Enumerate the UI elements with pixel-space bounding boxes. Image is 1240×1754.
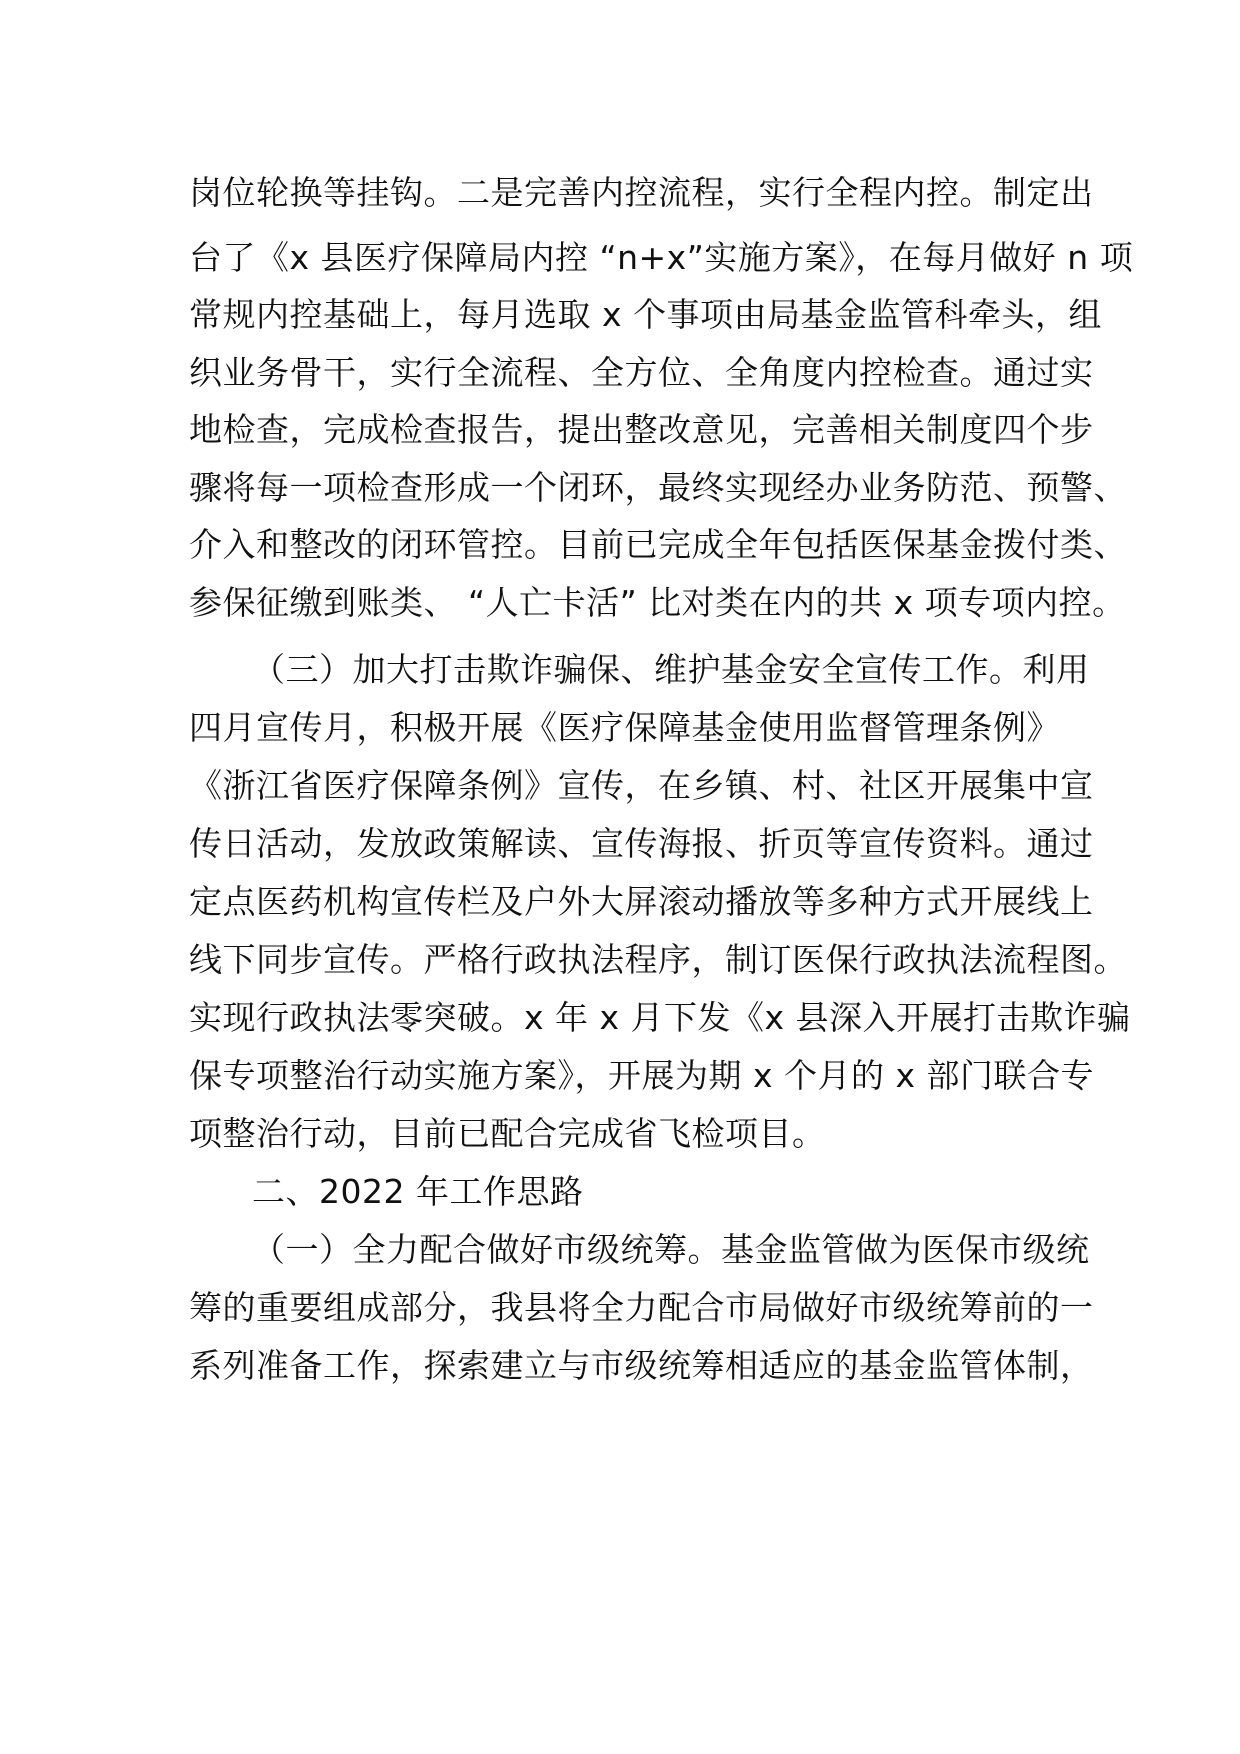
text-line: 岗位轮换等挂钩。二是完善内控流程，实行全程内控。制定出 (189, 173, 1094, 212)
text-line: 骤将每一项检查形成一个闭环，最终实现经办业务防范、预警、 (189, 468, 1127, 507)
text-line: 地检查，完成检查报告，提出整改意见，完善相关制度四个步 (189, 410, 1094, 449)
text-line: 参保征缴到账类、 “人亡卡活” 比对类在内的共 x 项专项内控。 (189, 583, 1126, 622)
text-line: 《浙江省医疗保障条例》宣传，在乡镇、村、社区开展集中宣 (189, 766, 1094, 805)
text-line: 筹的重要组成部分，我县将全力配合市局做好市级统筹前的一 (189, 1288, 1094, 1327)
section-heading-line: （三）加大打击欺诈骗保、维护基金安全宣传工作。利用 (252, 650, 1090, 689)
text-line: 系列准备工作，探索建立与市级统筹相适应的基金监管体制， (189, 1346, 1094, 1385)
text-line: 织业务骨干，实行全流程、全方位、全角度内控检查。通过实 (189, 353, 1094, 392)
text-line: 实现行政执法零突破。x 年 x 月下发《x 县深入开展打击欺诈骗 (189, 998, 1131, 1037)
text-line: 线下同步宣传。严格行政执法程序，制订医保行政执法流程图。 (189, 940, 1127, 979)
text-line: 项整治行动，目前已配合完成省飞检项目。 (189, 1114, 826, 1153)
text-line: 定点医药机构宣传栏及户外大屏滚动播放等多种方式开展线上 (189, 882, 1094, 921)
heading-line: 二、2022 年工作思路 (252, 1172, 584, 1211)
text-line: 四月宣传月，积极开展《医疗保障基金使用监督管理条例》 (189, 708, 1060, 747)
text-line: 保专项整治行动实施方案》，开展为期 x 个月的 x 部门联合专 (189, 1056, 1095, 1095)
text-line: 台了《x 县医疗保障局内控 “n+x”实施方案》，在每月做好 n 项 (189, 238, 1134, 277)
text-line: 介入和整改的闭环管控。目前已完成全年包括医保基金拨付类、 (189, 525, 1127, 564)
section-heading-line: （一）全力配合做好市级统筹。基金监管做为医保市级统 (252, 1230, 1090, 1269)
text-line: 常规内控基础上，每月选取 x 个事项由局基金监管科牵头，组 (189, 295, 1103, 334)
text-line: 传日活动，发放政策解读、宣传海报、折页等宣传资料。通过 (189, 824, 1094, 863)
